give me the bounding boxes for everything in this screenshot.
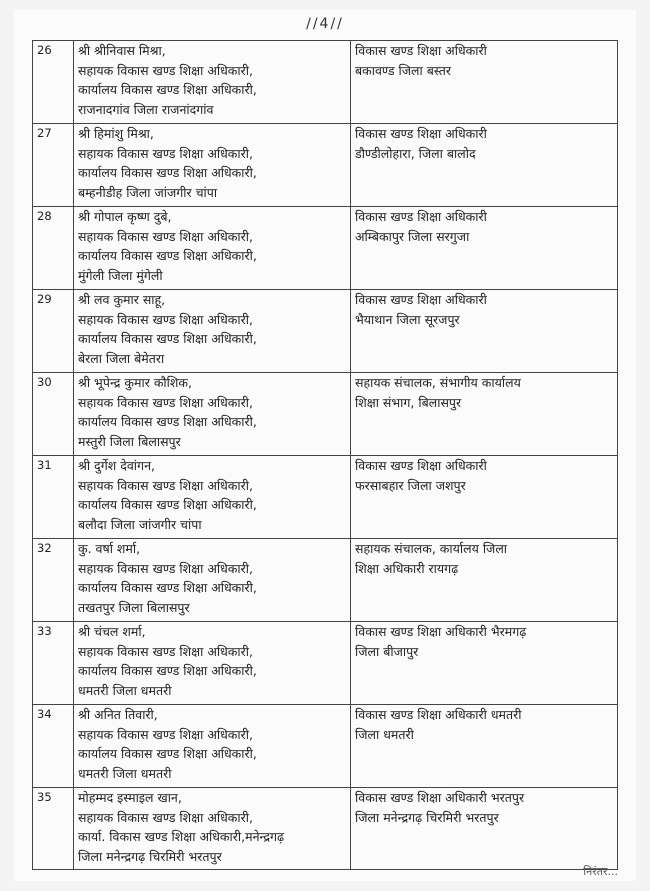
serial-number: 27 — [33, 124, 74, 207]
table-row — [33, 622, 618, 705]
posting-line: शिक्षा अधिकारी रायगढ़ — [355, 560, 459, 576]
posting-line: सहायक संचालक, संभागीय कार्यालय — [355, 375, 521, 390]
new-posting — [351, 41, 618, 124]
posting-line: अम्बिकापुर जिला सरगुजा — [355, 228, 470, 244]
serial-number: 32 — [33, 539, 74, 622]
posting-line: विकास खण्ड शिक्षा अधिकारी — [355, 292, 487, 307]
serial-number: 35 — [33, 788, 74, 870]
new-posting — [351, 124, 618, 207]
officer-office: कार्यालय विकास खण्ड शिक्षा अधिकारी, — [78, 497, 257, 512]
officer-details — [74, 373, 351, 456]
officer-name: कु. वर्षा शर्मा, — [78, 541, 141, 556]
posting-line: विकास खण्ड शिक्षा अधिकारी भैरमगढ़ — [355, 624, 527, 639]
officer-designation: सहायक विकास खण्ड शिक्षा अधिकारी, — [78, 560, 253, 576]
officer-location: जिला मनेन्द्रगढ़ चिरमिरी भरतपुर — [78, 848, 222, 864]
posting-line: विकास खण्ड शिक्षा अधिकारी धमतरी — [355, 707, 522, 722]
serial-number: 34 — [33, 705, 74, 788]
officer-location: राजनादगांव जिला राजनांदगांव — [78, 101, 214, 117]
page-number: //4// — [306, 16, 344, 32]
officer-designation: सहायक विकास खण्ड शिक्षा अधिकारी, — [78, 62, 253, 78]
officer-location: मस्तुरी जिला बिलासपुर — [78, 433, 181, 449]
new-posting — [351, 622, 618, 705]
new-posting — [351, 207, 618, 290]
posting-line: जिला बीजापुर — [355, 643, 419, 659]
officer-details — [74, 290, 351, 373]
officer-name: श्री दुर्गेश देवांगन, — [78, 458, 155, 473]
table-row — [33, 539, 618, 622]
officer-office: कार्यालय विकास खण्ड शिक्षा अधिकारी, — [78, 746, 257, 761]
officer-details — [74, 705, 351, 788]
officer-designation: सहायक विकास खण्ड शिक्षा अधिकारी, — [78, 726, 253, 742]
continued-mark: निरंतर... — [583, 865, 618, 878]
table-row — [33, 41, 618, 124]
officer-name: श्री अनित तिवारी, — [78, 707, 158, 722]
officer-details — [74, 456, 351, 539]
officer-designation: सहायक विकास खण्ड शिक्षा अधिकारी, — [78, 477, 253, 493]
officer-details — [74, 622, 351, 705]
officer-name: श्री गोपाल कृष्ण दुबे, — [78, 209, 172, 224]
officer-designation: सहायक विकास खण्ड शिक्षा अधिकारी, — [78, 809, 253, 825]
officer-details — [74, 788, 351, 870]
posting-line: डौण्डीलोहारा, जिला बालोद — [355, 145, 476, 161]
document-page — [14, 10, 636, 881]
new-posting — [351, 788, 618, 870]
officer-name: श्री चंचल शर्मा, — [78, 624, 146, 639]
officer-office: कार्या. विकास खण्ड शिक्षा अधिकारी,मनेन्द्रगढ़ — [78, 829, 285, 844]
officer-name: श्री लव कुमार साहू, — [78, 292, 166, 307]
serial-number: 28 — [33, 207, 74, 290]
serial-number: 31 — [33, 456, 74, 539]
table-row — [33, 705, 618, 788]
officer-office: कार्यालय विकास खण्ड शिक्षा अधिकारी, — [78, 414, 257, 429]
transfer-order-table — [32, 40, 618, 870]
officer-location: बम्हनीडीह जिला जांजगीर चांपा — [78, 184, 218, 200]
new-posting — [351, 456, 618, 539]
posting-line: विकास खण्ड शिक्षा अधिकारी भरतपुर — [355, 790, 525, 805]
officer-name: श्री श्रीनिवास मिश्रा, — [78, 43, 166, 58]
officer-details — [74, 539, 351, 622]
officer-name: मोहम्मद इस्माइल खान, — [78, 790, 182, 805]
posting-line: विकास खण्ड शिक्षा अधिकारी — [355, 458, 487, 473]
officer-name: श्री हिमांशु मिश्रा, — [78, 126, 154, 141]
table-row — [33, 456, 618, 539]
posting-line: विकास खण्ड शिक्षा अधिकारी — [355, 209, 487, 224]
table-row — [33, 788, 618, 870]
officer-office: कार्यालय विकास खण्ड शिक्षा अधिकारी, — [78, 331, 257, 346]
officer-location: बेरला जिला बेमेतरा — [78, 350, 165, 366]
officer-location: धमतरी जिला धमतरी — [78, 682, 172, 698]
officer-office: कार्यालय विकास खण्ड शिक्षा अधिकारी, — [78, 165, 257, 180]
officer-details — [74, 41, 351, 124]
serial-number: 29 — [33, 290, 74, 373]
new-posting — [351, 539, 618, 622]
posting-line: फरसाबहार जिला जशपुर — [355, 477, 466, 493]
posting-line: शिक्षा संभाग, बिलासपुर — [355, 394, 462, 410]
posting-line: बकावण्ड जिला बस्तर — [355, 62, 451, 78]
officer-office: कार्यालय विकास खण्ड शिक्षा अधिकारी, — [78, 663, 257, 678]
table-row — [33, 373, 618, 456]
officer-designation: सहायक विकास खण्ड शिक्षा अधिकारी, — [78, 643, 253, 659]
officer-designation: सहायक विकास खण्ड शिक्षा अधिकारी, — [78, 228, 253, 244]
posting-line: सहायक संचालक, कार्यालय जिला — [355, 541, 508, 556]
officer-office: कार्यालय विकास खण्ड शिक्षा अधिकारी, — [78, 248, 257, 263]
posting-line: विकास खण्ड शिक्षा अधिकारी — [355, 126, 487, 141]
officer-office: कार्यालय विकास खण्ड शिक्षा अधिकारी, — [78, 82, 257, 97]
serial-number: 33 — [33, 622, 74, 705]
new-posting — [351, 705, 618, 788]
officer-designation: सहायक विकास खण्ड शिक्षा अधिकारी, — [78, 311, 253, 327]
posting-line: भैयाथान जिला सूरजपुर — [355, 311, 460, 327]
officer-location: मुंगेली जिला मुंगेली — [78, 267, 163, 283]
officer-office: कार्यालय विकास खण्ड शिक्षा अधिकारी, — [78, 580, 257, 595]
officer-details — [74, 124, 351, 207]
posting-line: विकास खण्ड शिक्षा अधिकारी — [355, 43, 487, 58]
serial-number: 26 — [33, 41, 74, 124]
posting-line: जिला मनेन्द्रगढ़ चिरमिरी भरतपुर — [355, 809, 499, 825]
officer-details — [74, 207, 351, 290]
table-row — [33, 124, 618, 207]
officer-location: बलौदा जिला जांजगीर चांपा — [78, 516, 202, 532]
table-row — [33, 207, 618, 290]
table-row — [33, 290, 618, 373]
officer-name: श्री भूपेन्द्र कुमार कौशिक, — [78, 375, 192, 390]
serial-number: 30 — [33, 373, 74, 456]
posting-line: जिला धमतरी — [355, 726, 414, 742]
new-posting — [351, 373, 618, 456]
officer-location: तखतपुर जिला बिलासपुर — [78, 599, 190, 615]
officer-designation: सहायक विकास खण्ड शिक्षा अधिकारी, — [78, 145, 253, 161]
officer-location: धमतरी जिला धमतरी — [78, 765, 172, 781]
new-posting — [351, 290, 618, 373]
officer-designation: सहायक विकास खण्ड शिक्षा अधिकारी, — [78, 394, 253, 410]
